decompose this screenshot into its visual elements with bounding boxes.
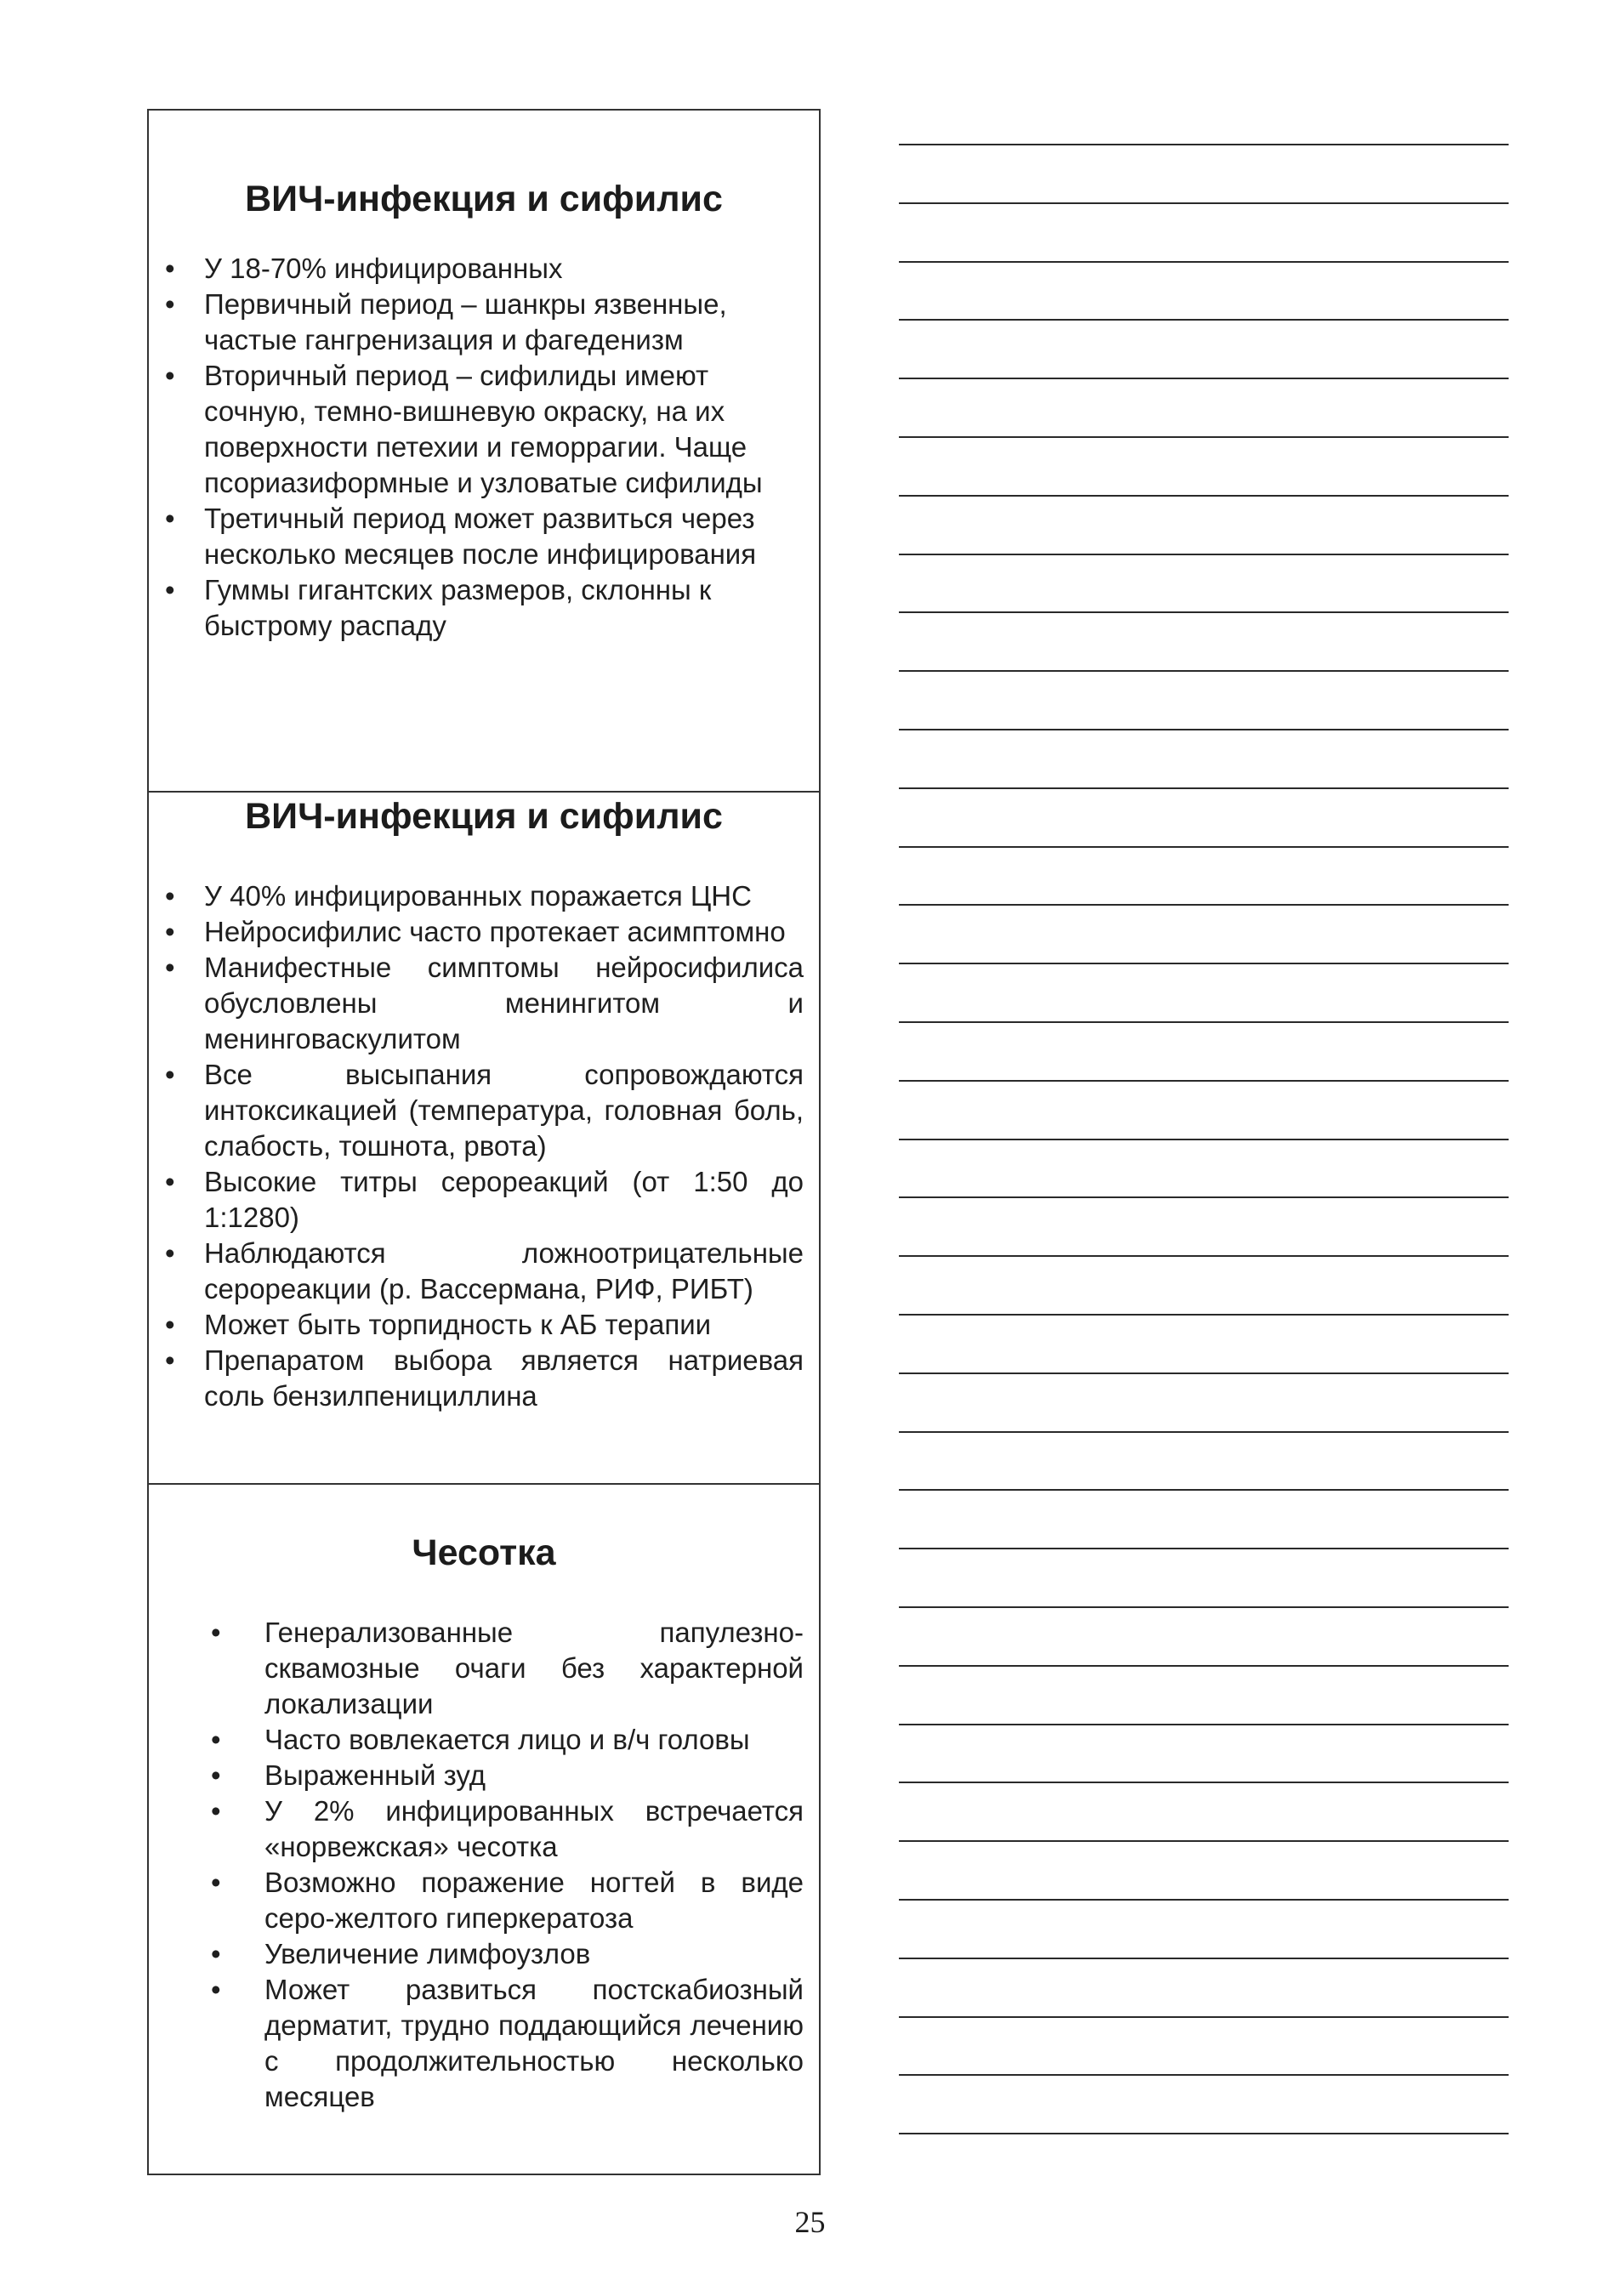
slides-frame bbox=[147, 109, 821, 2175]
page-number: 25 bbox=[794, 2205, 826, 2239]
note-line bbox=[899, 1021, 1509, 1023]
list-item: • Первичный период – шанкры язвенные, частые гангренизация и фагеденизм bbox=[204, 287, 802, 358]
list-item: • Нейросифилис часто протекает асимптомно bbox=[204, 914, 804, 950]
slide-title: Чесотка bbox=[412, 1532, 556, 1573]
list-item: • Увеличение лимфоузлов bbox=[264, 1936, 804, 1972]
note-line bbox=[899, 436, 1509, 438]
note-line bbox=[899, 787, 1509, 789]
note-line bbox=[899, 1958, 1509, 1959]
slide-hiv-syphilis-1 bbox=[149, 111, 819, 791]
note-line bbox=[899, 144, 1509, 145]
note-line bbox=[899, 1139, 1509, 1140]
note-line bbox=[899, 1665, 1509, 1667]
note-line bbox=[899, 963, 1509, 964]
bullet-list bbox=[149, 251, 819, 644]
note-line bbox=[899, 670, 1509, 672]
list-item: • Может быть торпидность к АБ терапии bbox=[204, 1307, 804, 1343]
note-lines bbox=[899, 144, 1509, 2151]
note-line bbox=[899, 1314, 1509, 1316]
note-line bbox=[899, 1196, 1509, 1198]
note-line bbox=[899, 261, 1509, 263]
list-item: • Возможно поражение ногтей в виде серо-желтого гиперкератоза bbox=[264, 1865, 804, 1936]
list-item: • Препаратом выбора является натриевая соль бензилпенициллина bbox=[204, 1343, 804, 1414]
slide-title: ВИЧ-инфекция и сифилис bbox=[245, 796, 723, 837]
note-line bbox=[899, 1431, 1509, 1433]
note-line bbox=[899, 319, 1509, 321]
note-line bbox=[899, 729, 1509, 730]
list-item: • Все высыпания сопровождаются интоксикацией (температура, головная боль, слабость, тошнота, рвота) bbox=[204, 1057, 804, 1164]
list-item: • Выраженный зуд bbox=[264, 1758, 804, 1793]
note-line bbox=[899, 1840, 1509, 1842]
list-item: • У 40% инфицированных поражается ЦНС bbox=[204, 878, 804, 914]
list-item: • Часто вовлекается лицо и в/ч головы bbox=[264, 1722, 804, 1758]
note-line bbox=[899, 1080, 1509, 1082]
note-line bbox=[899, 2016, 1509, 2018]
note-line bbox=[899, 378, 1509, 379]
note-line bbox=[899, 1255, 1509, 1257]
slide-scabies bbox=[149, 1483, 819, 2174]
note-line bbox=[899, 202, 1509, 204]
note-line bbox=[899, 846, 1509, 848]
note-line bbox=[899, 1606, 1509, 1608]
note-line bbox=[899, 2133, 1509, 2134]
note-line bbox=[899, 554, 1509, 555]
note-line bbox=[899, 904, 1509, 906]
note-line bbox=[899, 1372, 1509, 1374]
note-line bbox=[899, 1548, 1509, 1549]
list-item: • Может развиться постскабиозный дерматит, трудно поддающийся лечению с продолжительностью несколько месяцев bbox=[264, 1972, 804, 2115]
note-line bbox=[899, 2074, 1509, 2076]
list-item: • У 2% инфицированных встречается «норвежская» чесотка bbox=[264, 1793, 804, 1865]
slide-title: ВИЧ-инфекция и сифилис bbox=[245, 179, 723, 219]
note-line bbox=[899, 495, 1509, 497]
list-item: • Третичный период может развиться через несколько месяцев после инфицирования bbox=[204, 501, 802, 572]
note-line bbox=[899, 1782, 1509, 1783]
note-line bbox=[899, 1489, 1509, 1491]
list-item: • Вторичный период – сифилиды имеют сочную, темно-вишневую окраску, на их поверхности петехии и геморрагии. Чаще псориазиформные и узловатые сифилиды bbox=[204, 358, 802, 501]
list-item: • Наблюдаются ложноотрицательные серореакции (р. Вассермана, РИФ, РИБТ) bbox=[204, 1236, 804, 1307]
bullet-list bbox=[149, 878, 819, 1414]
note-line bbox=[899, 611, 1509, 613]
list-item: • У 18-70% инфицированных bbox=[204, 251, 802, 287]
list-item: • Гуммы гигантских размеров, склонны к быстрому распаду bbox=[204, 572, 802, 644]
slide-hiv-syphilis-2 bbox=[149, 791, 819, 1483]
list-item: • Высокие титры серореакций (от 1:50 до 1:1280) bbox=[204, 1164, 804, 1236]
list-item: • Генерализованные папулезно-сквамозные очаги без характерной локализации bbox=[264, 1615, 804, 1722]
bullet-list bbox=[149, 1615, 819, 2115]
note-line bbox=[899, 1899, 1509, 1901]
list-item: • Манифестные симптомы нейросифилиса обусловлены менингитом и менинговаскулитом bbox=[204, 950, 804, 1057]
note-line bbox=[899, 1724, 1509, 1725]
